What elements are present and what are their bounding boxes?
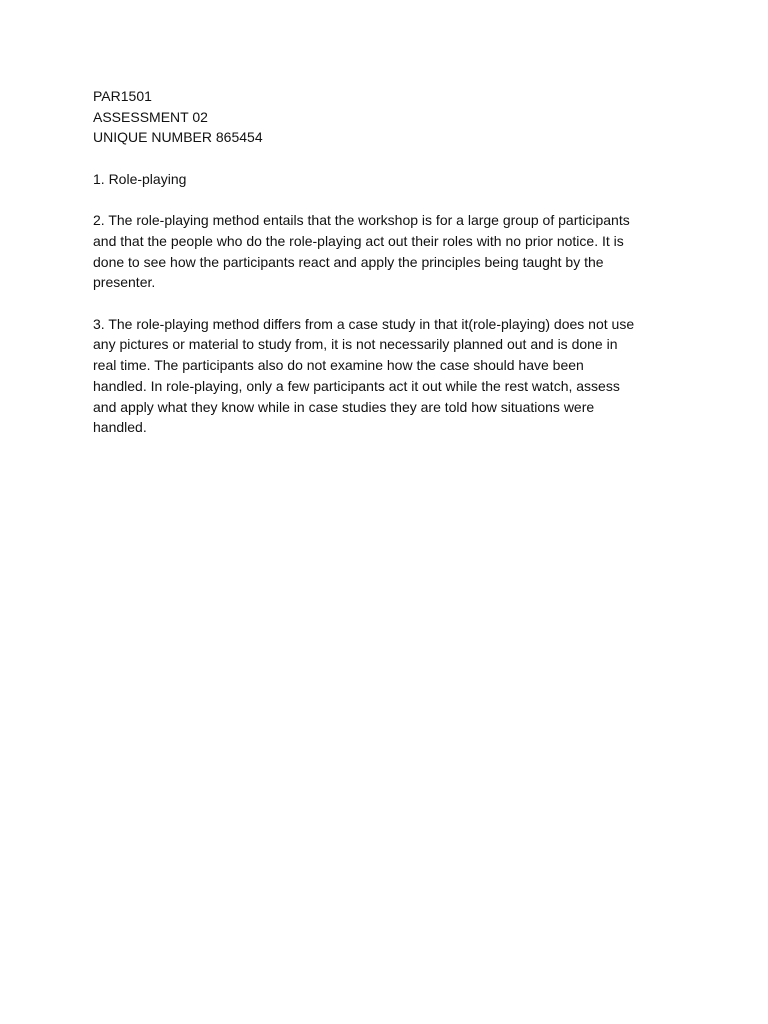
answer-1 — [93, 169, 678, 190]
answer-3 — [93, 314, 678, 438]
answer-2-line: 2. The role-playing method entails that the workshop is for a large group of participants — [93, 212, 630, 229]
answer-3-line: handled. In role-playing, only a few participants act it out while the rest watch, assess — [93, 377, 620, 394]
answer-3-line: any pictures or material to study from, it is not necessarily planned out and is done in — [93, 336, 618, 353]
document-header — [93, 86, 678, 148]
answer-2-line: done to see how the participants react and apply the principles being taught by the — [93, 253, 604, 270]
answer-3-line: real time. The participants also do not examine how the case should have been — [93, 357, 584, 374]
document-body — [93, 86, 678, 438]
answer-2-line: presenter. — [93, 274, 156, 291]
answer-3-line: handled. — [93, 419, 147, 436]
answer-2 — [93, 210, 678, 293]
answer-2-line: and that the people who do the role-playing act out their roles with no prior notice. It is — [93, 232, 624, 249]
answer-3-line: and apply what they know while in case studies they are told how situations were — [93, 398, 595, 415]
assessment-title: ASSESSMENT 02 — [93, 108, 208, 125]
answer-3-line: 3. The role-playing method differs from a case study in that it(role-playing) does not use — [93, 315, 635, 332]
course-code: PAR1501 — [93, 88, 152, 104]
unique-number: UNIQUE NUMBER 865454 — [93, 129, 263, 146]
answer-1-line: 1. Role-playing — [93, 170, 187, 187]
